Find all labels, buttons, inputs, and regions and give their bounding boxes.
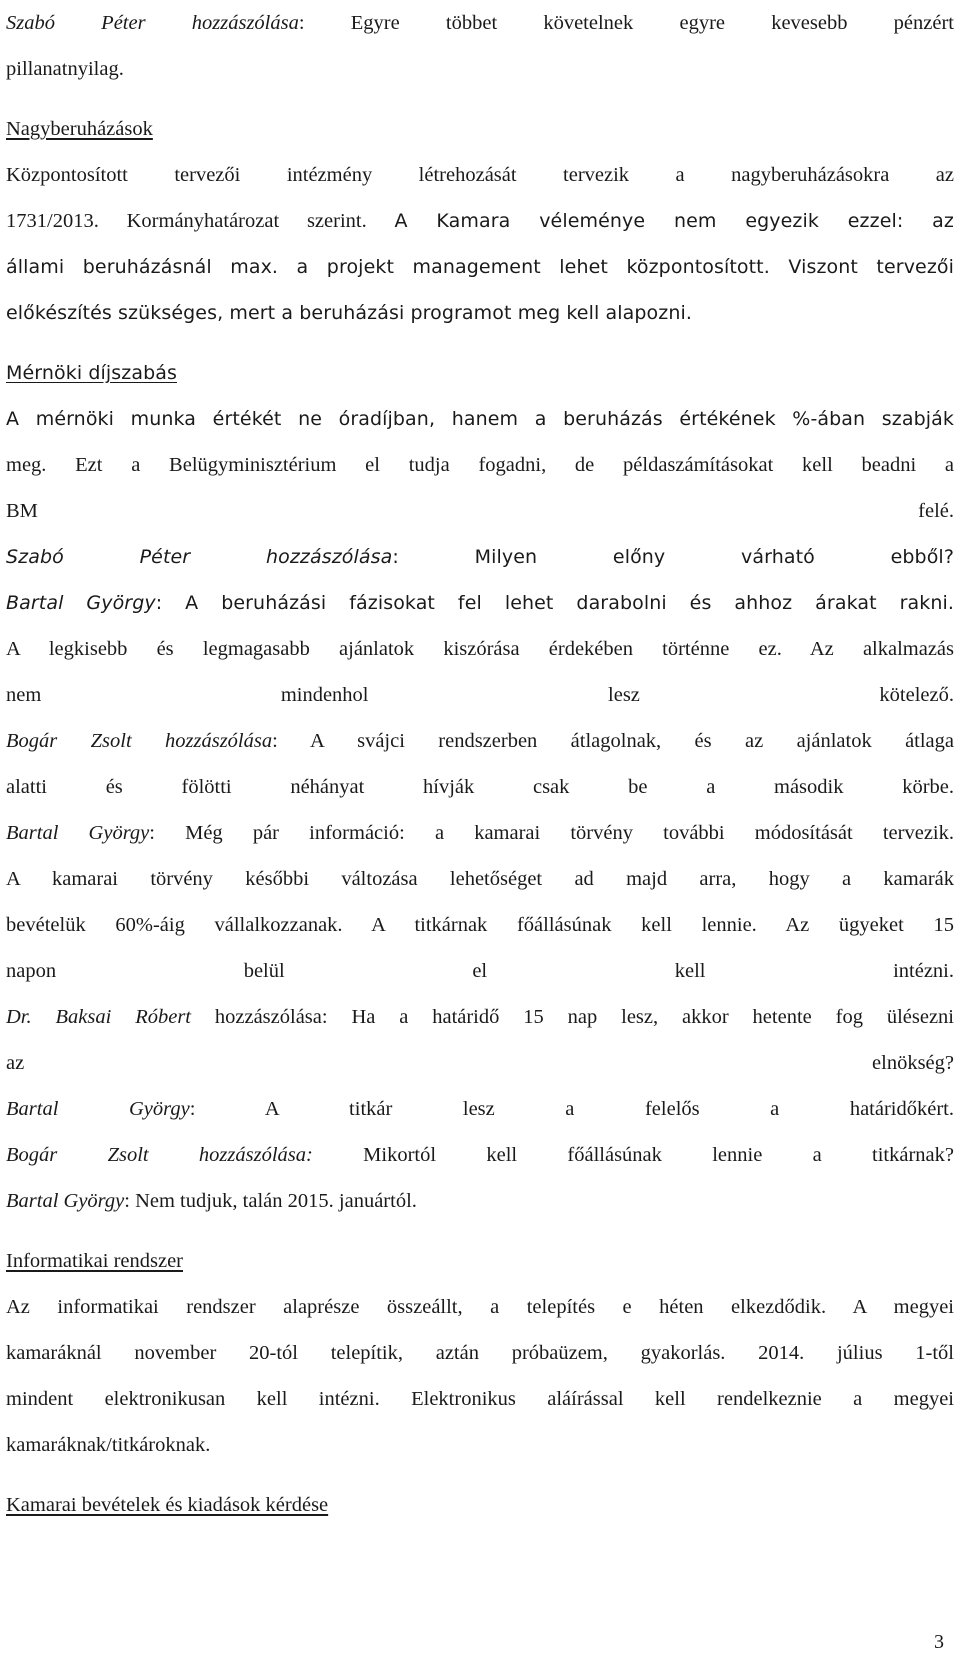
speaker-name: Bogár Zsolt hozzászólása (6, 730, 273, 752)
text-span: 1731/2013. Kormányhatározat szerint. (6, 210, 395, 232)
speaker-name: Bartal György (6, 822, 150, 844)
text-span: bevételük 60%-áig vállalkozzanak. A titkárnak főállásúnak kell lennie. Az ügyeket 15 (6, 914, 954, 936)
text-line (6, 902, 954, 948)
text-line (6, 244, 954, 290)
text-line (6, 488, 954, 534)
speaker-name: Bartal György (6, 592, 156, 614)
document-page (6, 0, 954, 1528)
text-line (6, 0, 954, 46)
text-span: az elnökség? (6, 1052, 954, 1074)
text-span: : Még pár információ: a kamarai törvény további módosítását tervezik. (149, 822, 954, 844)
text-span: Központosított tervezői intézmény létrehozását tervezik a nagyberuházásokra az (6, 164, 954, 186)
text-line (6, 994, 954, 1040)
section-heading: Informatikai rendszer (6, 1250, 184, 1272)
text-span: kamaráknál november 20-tól telepítik, aztán próbaüzem, gyakorlás. 2014. július 1-től (6, 1342, 954, 1364)
section-heading: Mérnöki díjszabás (6, 362, 177, 384)
speaker-name: Szabó Péter hozzászólása (6, 546, 393, 568)
text-span: kamaráknak/titkároknak. (6, 1434, 211, 1456)
text-span: állami beruházásnál max. a projekt management lehet központosított. (6, 256, 770, 278)
text-span: pillanatnyilag. (6, 58, 124, 80)
text-line (6, 1132, 954, 1178)
text-line (6, 290, 954, 336)
text-line (6, 46, 954, 92)
text-span: mindent elektronikusan kell intézni. Elektronikus aláírással kell rendelkeznie a megyei (6, 1388, 954, 1410)
text-line (6, 948, 954, 994)
text-line (6, 856, 954, 902)
text-line (6, 1040, 954, 1086)
text-line (6, 1376, 954, 1422)
text-line (6, 1422, 954, 1468)
text-span: alatti és fölötti néhányat hívják csak be a második körbe. (6, 776, 954, 798)
text-line (6, 718, 954, 764)
text-line (6, 764, 954, 810)
text-span: napon belül el kell intézni. (6, 960, 954, 982)
text-span: : Nem tudjuk, talán 2015. januártól. (124, 1190, 417, 1212)
text-span: : Egyre többet követelnek egyre kevesebb pénzért (298, 12, 954, 34)
text-line (6, 396, 954, 442)
text-span: meg. (6, 454, 47, 476)
page-number: 3 (934, 1631, 944, 1653)
text-line (6, 1086, 954, 1132)
text-span: A kamarai törvény későbbi változása lehetőséget ad majd arra, hogy a kamarák (6, 868, 954, 890)
text-line (6, 810, 954, 856)
text-span: előkészítés szükséges, mert a beruházási programot meg kell alapozni. (6, 302, 692, 324)
section-heading: Kamarai bevételek és kiadások kérdése (6, 1494, 329, 1516)
speaker-name: Bartal György (6, 1098, 190, 1120)
text-span: : Milyen előny várható ebből? (392, 546, 954, 568)
section-gap (6, 1224, 954, 1238)
text-span: A Kamara véleménye nem egyezik ezzel: az (394, 210, 954, 232)
text-span: : A svájci rendszerben átlagolnak, és az ajánlatok átlaga (272, 730, 954, 752)
text-span: : A beruházási fázisokat fel lehet darabolni és ahhoz árakat rakni. (155, 592, 954, 614)
text-span: Mikortól kell főállásúnak lennie a titkárnak? (312, 1144, 954, 1166)
text-line (6, 534, 954, 580)
text-span: Viszont tervezői (769, 256, 954, 278)
text-span: Az informatikai rendszer alaprésze összeállt, a telepítés e héten elkezdődik. A megyei (6, 1296, 954, 1318)
text-line (6, 1330, 954, 1376)
text-line (6, 442, 954, 488)
text-line (6, 1284, 954, 1330)
speaker-name: Szabó Péter hozzászólása (6, 12, 299, 34)
text-span: : A titkár lesz a felelős a határidőkért. (189, 1098, 954, 1120)
section-heading: Nagyberuházások (6, 118, 153, 140)
text-line (6, 672, 954, 718)
speaker-name: Dr. Baksai Róbert (6, 1006, 191, 1028)
text-span: Ezt a Belügyminisztérium el tudja fogadni, de példaszámításokat kell beadni a (46, 454, 954, 476)
section-gap (6, 92, 954, 106)
text-line (6, 580, 954, 626)
speaker-name: Bartal György (6, 1190, 125, 1212)
text-span: A mérnöki munka értékét ne óradíjban, hanem a beruházás értékének %-ában szabják (6, 408, 954, 430)
text-line (6, 198, 954, 244)
text-span: A legkisebb és legmagasabb ajánlatok kiszórása érdekében történne ez. Az alkalmazás (6, 638, 954, 660)
section-gap (6, 1468, 954, 1482)
speaker-name: Bogár Zsolt hozzászólása: (6, 1144, 313, 1166)
text-span: hozzászólása: Ha a határidő 15 nap lesz, akkor hetente fog ülésezni (191, 1006, 954, 1028)
text-line (6, 152, 954, 198)
section-gap (6, 336, 954, 350)
text-line (6, 626, 954, 672)
text-span: nem mindenhol lesz kötelező. (6, 684, 954, 706)
text-line (6, 1178, 954, 1224)
text-span: BM felé. (6, 500, 954, 522)
